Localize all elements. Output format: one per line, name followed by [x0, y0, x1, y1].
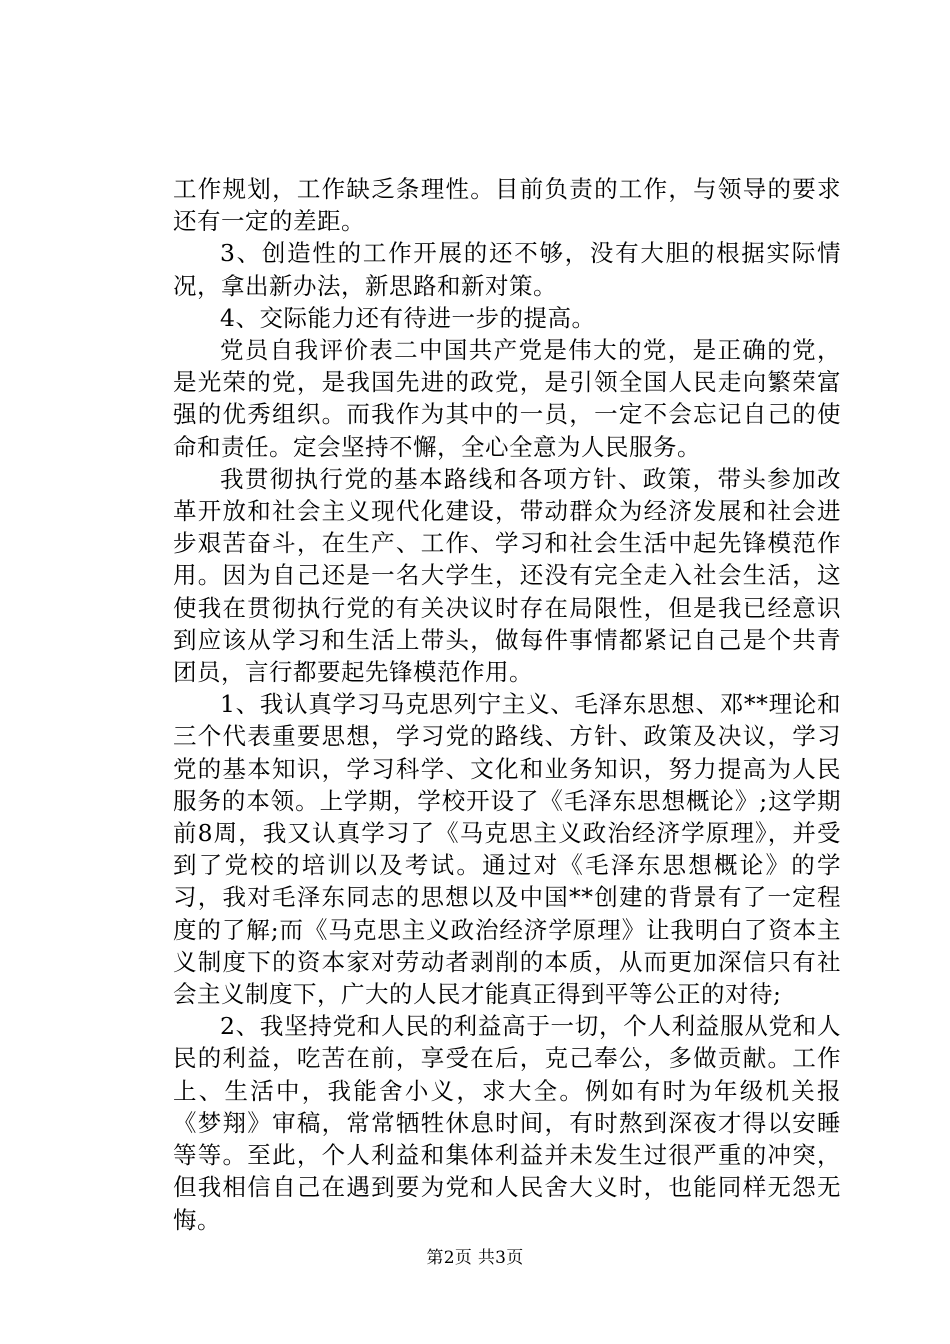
paragraph-item-3: 3、创造性的工作开展的还不够，没有大胆的根据实际情况，拿出新办法，新思路和新对策。 [173, 239, 841, 300]
paragraph-study: 1、我认真学习马克思列宁主义、毛泽东思想、邓**理论和三个代表重要思想，学习党的路线、方针、政策及决议，学习党的基本知识，学习科学、文化和业务知识，努力提高为人民服务的本领。上学期，学校开设了《毛泽东思想概论》;这学期前8周，我又认真学习了《马克思主义政治经济学原理》，并受到了党校的培训以及考试。通过对《毛泽东思想概论》的学习，我对毛泽东同志的思想以及中国**创建的背景有了一定程度的了解;而《马克思主义政治经济学原理》让我明白了资本主义制度下的资本家对劳动者剥削的本质，从而更加深信只有社会主义制度下，广大的人民才能真正得到平等公正的对待; [173, 690, 841, 1009]
document-body [173, 173, 841, 1236]
page-number-footer: 第2页 共3页 [426, 1248, 524, 1268]
paragraph-item-4: 4、交际能力还有待进一步的提高。 [220, 303, 596, 332]
paragraph-continued: 工作规划，工作缺乏条理性。目前负责的工作，与领导的要求还有一定的差距。 [173, 175, 841, 236]
paragraph-party-line: 我贯彻执行党的基本路线和各项方针、政策，带头参加改革开放和社会主义现代化建设，带动群众为经济发展和社会进步艰苦奋斗，在生产、工作、学习和社会生活中起先锋模范作用。因为自己还是一名大学生，还没有完全走入社会生活，这使我在贯彻执行党的有关决议时存在局限性，但是我已经意识到应该从学习和生活上带头，做每件事情都紧记自己是个共青团员，言行都要起先锋模范作用。 [173, 464, 841, 687]
paragraph-evaluation-intro: 党员自我评价表二中国共产党是伟大的党，是正确的党，是光荣的党，是我国先进的政党，是引领全国人民走向繁荣富强的优秀组织。而我作为其中的一员，一定不会忘记自己的使命和责任。定会坚持不懈，全心全意为人民服务。 [173, 336, 841, 461]
paragraph-interests: 2、我坚持党和人民的利益高于一切，个人利益服从党和人民的利益，吃苦在前，享受在后，克己奉公，多做贡献。工作上、生活中，我能舍小义，求大全。例如有时为年级机关报《梦翔》审稿，常常牺牲休息时间，有时熬到深夜才得以安睡等等。至此，个人利益和集体利益并未发生过很严重的冲突，但我相信自己在遇到要为党和人民舍大义时，也能同样无怨无悔。 [173, 1012, 841, 1234]
